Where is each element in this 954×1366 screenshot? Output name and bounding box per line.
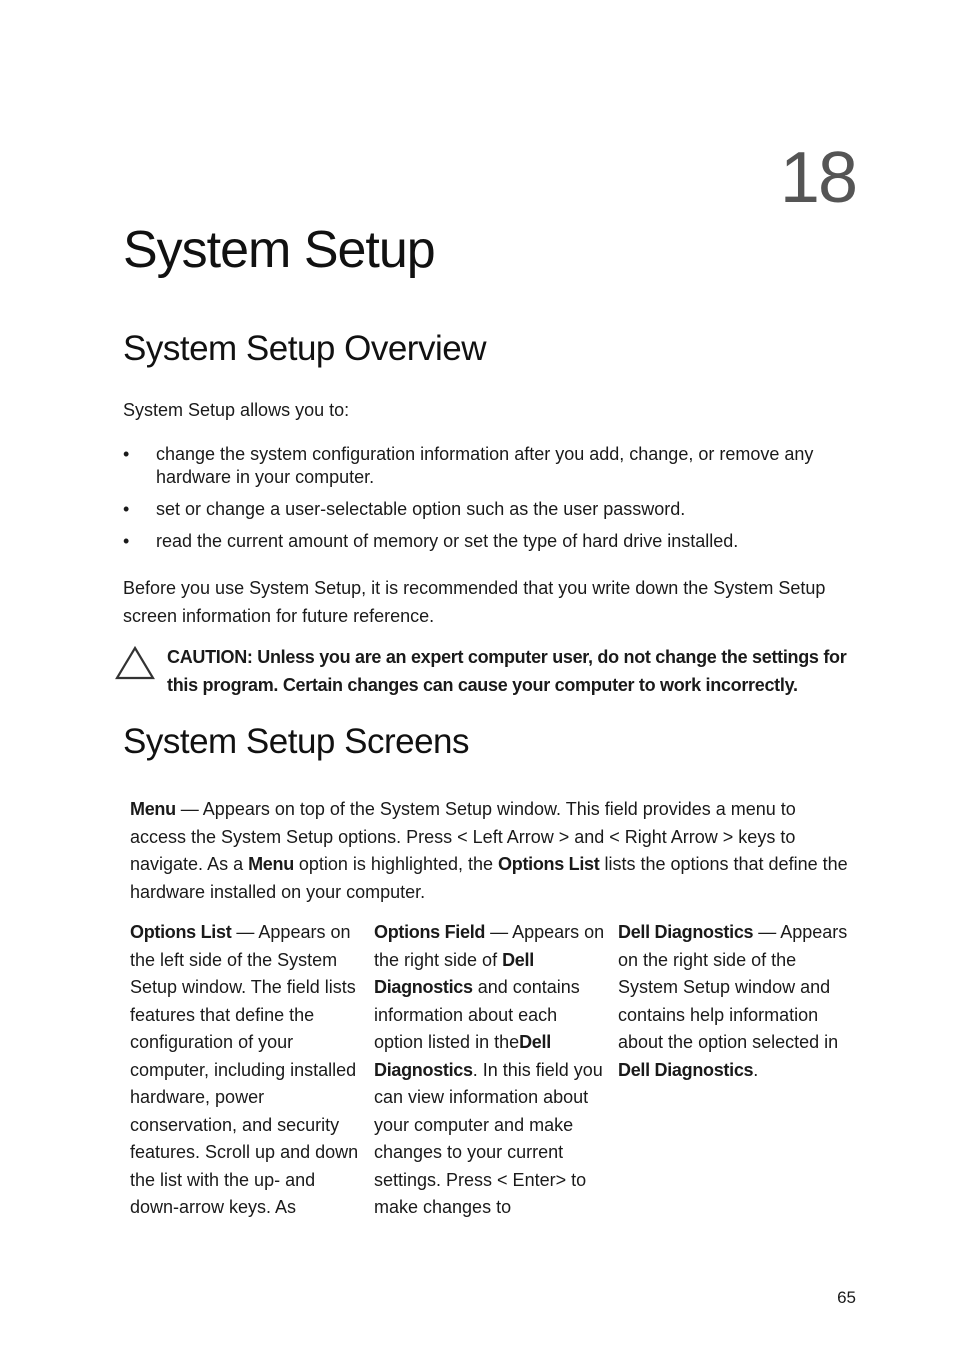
caution-triangle-icon bbox=[114, 645, 156, 681]
list-item-text: change the system configuration information after you add, change, or remove any hardware in your computer. bbox=[156, 444, 814, 487]
dell-diagnostics-text-1: — Appears on the right side of the System Setup window and contains help information about the option selected in bbox=[618, 922, 848, 1052]
overview-intro: System Setup allows you to: bbox=[123, 400, 350, 420]
bullet-marker: • bbox=[123, 499, 130, 519]
dell-diagnostics-text-2: . bbox=[753, 1059, 759, 1080]
bullet-marker: • bbox=[123, 444, 130, 464]
dell-diagnostics-column bbox=[618, 919, 850, 1084]
term-dell-diagnostics-inline-3: Dell Diagnostics bbox=[618, 1059, 754, 1080]
overview-before-text: Before you use System Setup, it is recommended that you write down the System Setup screen information for future reference. bbox=[123, 578, 826, 626]
overview-bullet-list bbox=[123, 443, 853, 562]
term-dell-diagnostics-inline-2: Dell Diagnostics bbox=[374, 1032, 551, 1080]
term-options-list-inline: Options List bbox=[498, 854, 600, 874]
list-item-text: read the current amount of memory or set the type of hard drive installed. bbox=[156, 531, 739, 551]
options-field-column bbox=[374, 919, 606, 1222]
term-dell-diagnostics-inline: Dell Diagnostics bbox=[374, 949, 534, 997]
page-number: 65 bbox=[837, 1288, 856, 1307]
list-item-text: set or change a user-selectable option such as the user password. bbox=[156, 499, 686, 519]
options-list-column bbox=[130, 919, 362, 1222]
term-menu: Menu bbox=[130, 799, 176, 819]
section-heading-overview: System Setup Overview bbox=[123, 329, 486, 368]
options-field-text-2: and contains information about each option listed in the bbox=[374, 977, 580, 1052]
term-dell-diagnostics: Dell Diagnostics bbox=[618, 922, 754, 942]
options-list-text: — Appears on the left side of the System Setup window. The field lists features that define the configuration of your computer, including installed hardware, power conservation, and security features. Scroll up and down the list with the up- and down-arrow keys. As bbox=[130, 922, 359, 1217]
term-menu-inline: Menu bbox=[248, 854, 294, 874]
chapter-number: 18 bbox=[779, 138, 856, 218]
options-field-text-1: — Appears on the right side of bbox=[374, 922, 605, 970]
menu-text-1: — Appears on top of the System Setup window. This field provides a menu to access the System Setup options. Press < Left Arrow > and < Right Arrow > keys to navigate. As a bbox=[130, 799, 796, 874]
list-item bbox=[123, 498, 853, 521]
bullet-marker: • bbox=[123, 531, 130, 551]
term-options-field: Options Field bbox=[374, 922, 486, 942]
menu-text-2: option is highlighted, the bbox=[293, 854, 499, 874]
caution-text: CAUTION: Unless you are an expert computer user, do not change the settings for this program. Certain changes can cause your computer to work incorrectly. bbox=[167, 647, 847, 695]
menu-text-3: lists the options that define the hardware installed on your computer. bbox=[130, 854, 848, 902]
list-item bbox=[123, 443, 853, 489]
list-item bbox=[123, 530, 853, 553]
options-field-text-3: . In this field you can view information about your computer and make changes to your current settings. Press < Enter> to make changes to bbox=[374, 1059, 603, 1217]
term-options-list: Options List bbox=[130, 922, 232, 942]
chapter-title: System Setup bbox=[123, 221, 435, 279]
section-heading-screens: System Setup Screens bbox=[123, 722, 469, 761]
menu-description bbox=[130, 796, 850, 906]
